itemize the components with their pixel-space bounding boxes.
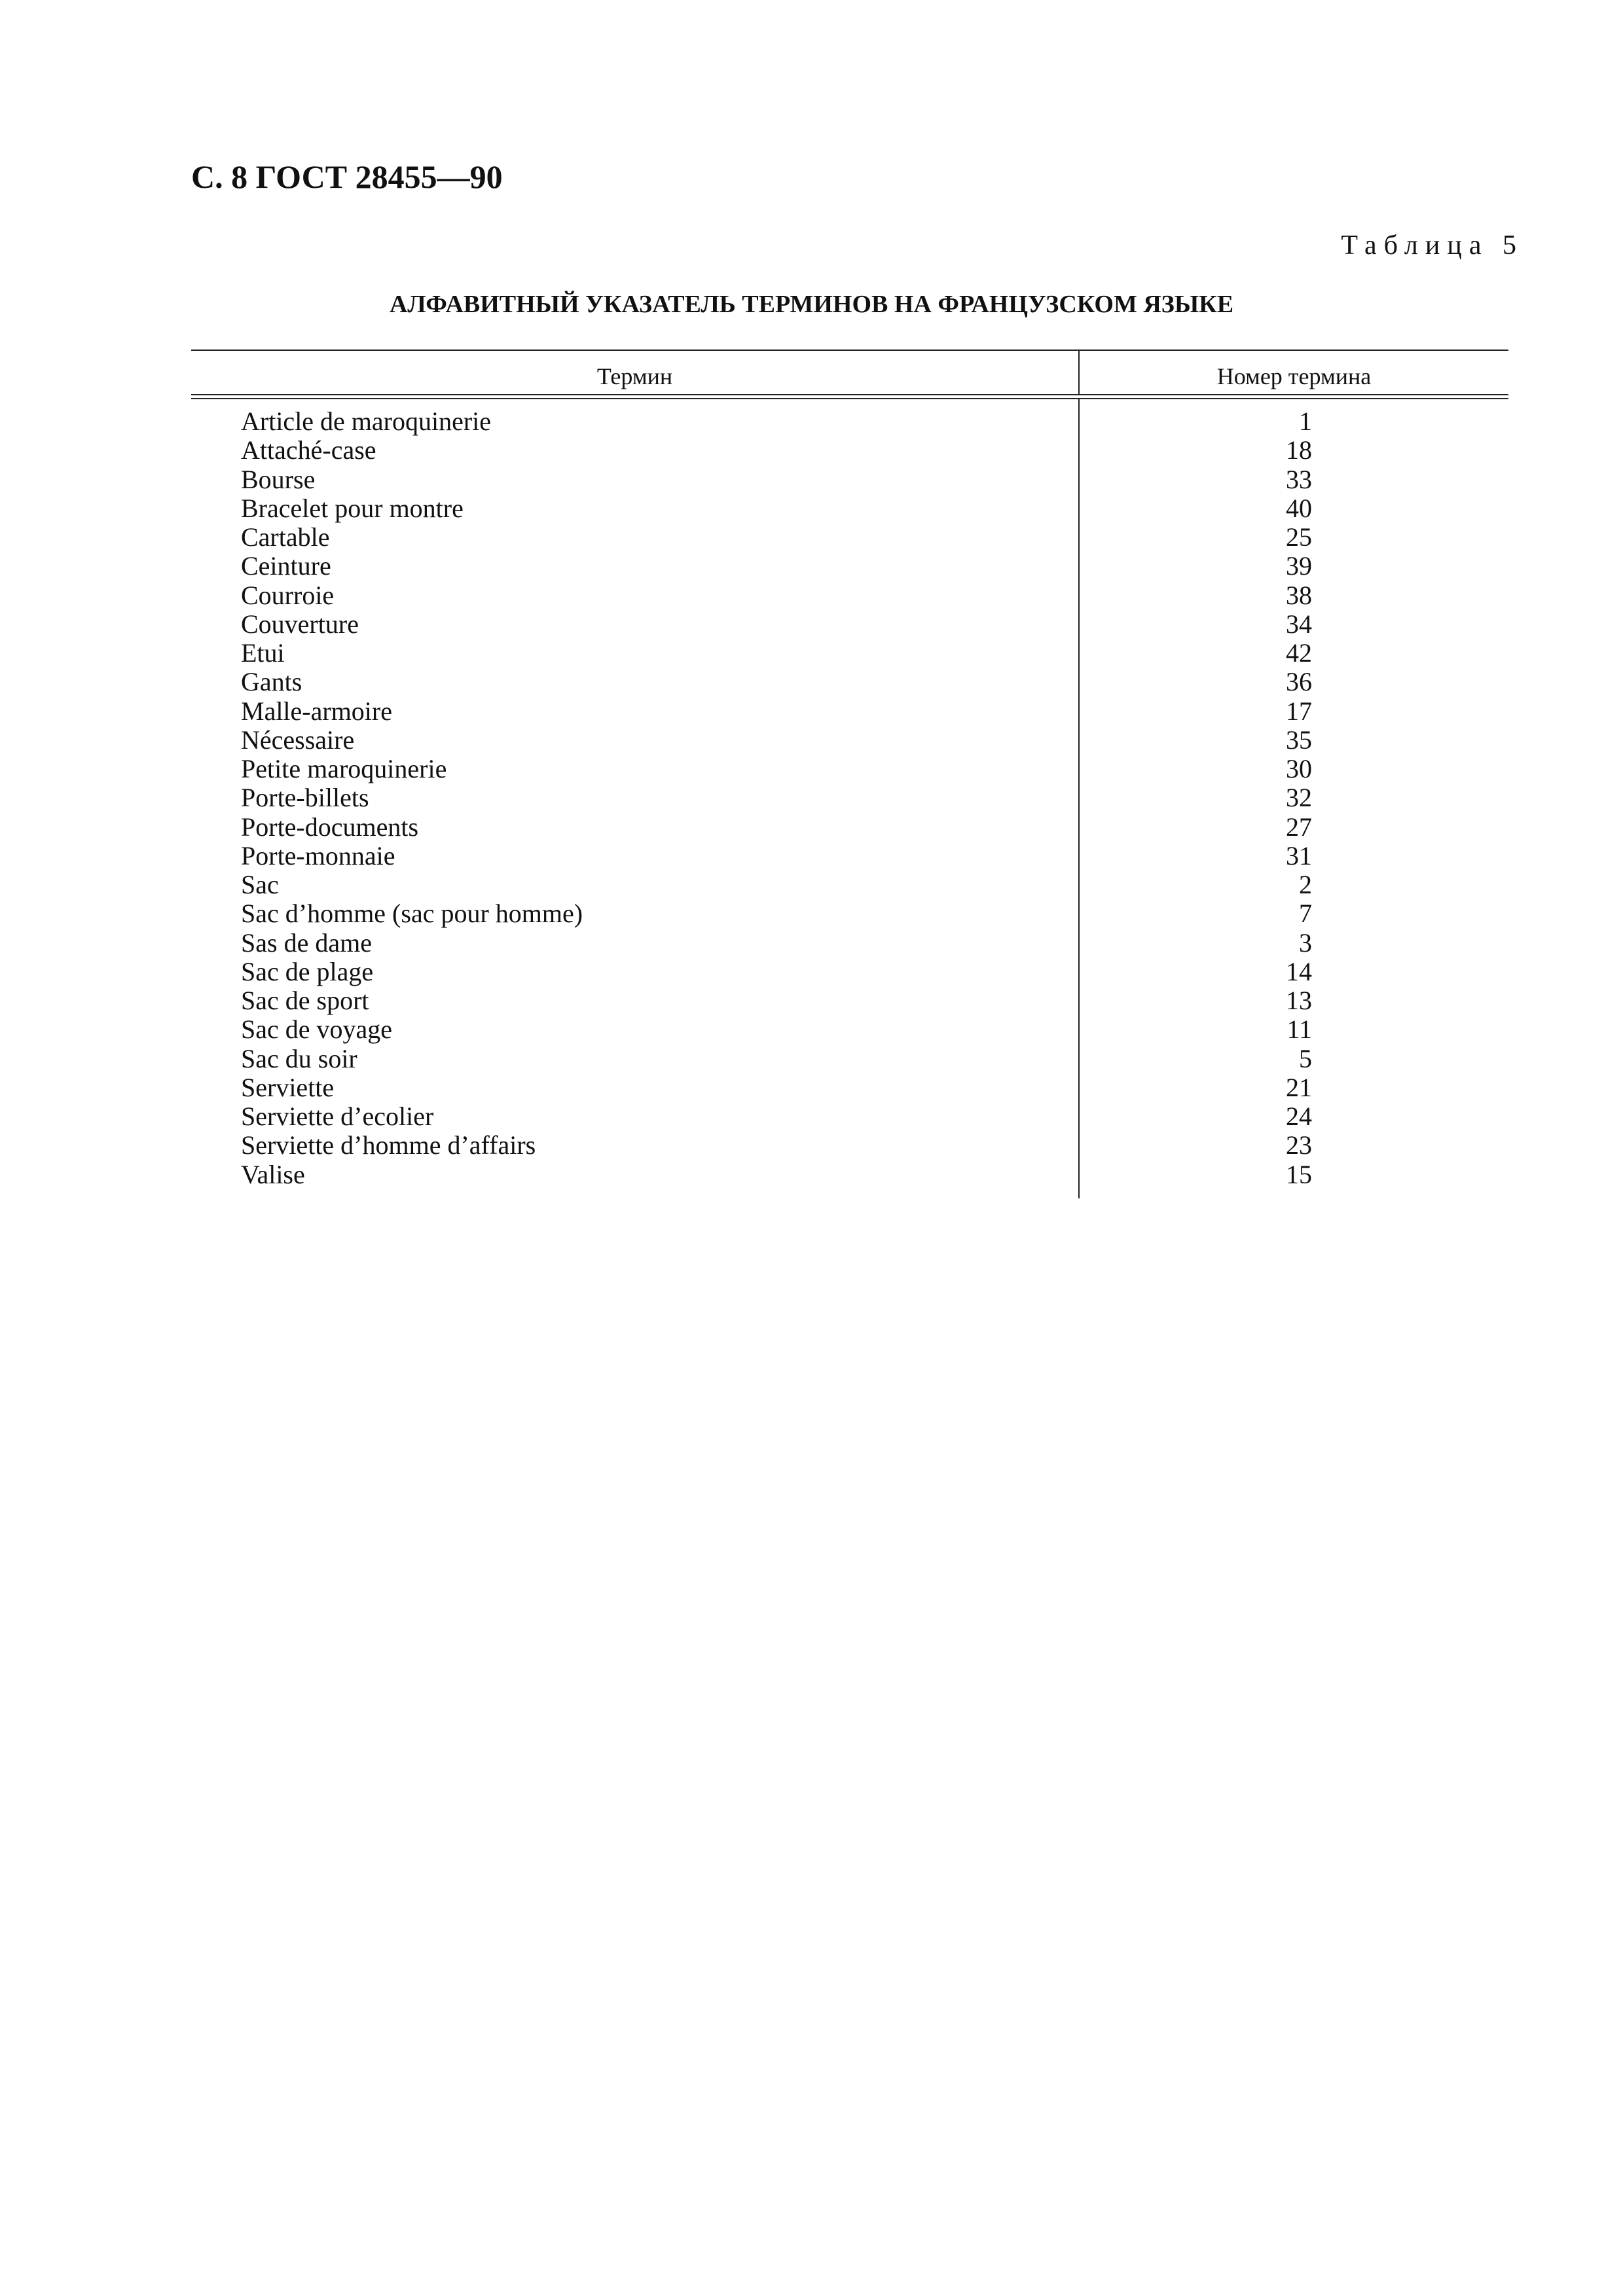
term-number-cell: 14 xyxy=(1286,956,1312,986)
term-number-cell: 35 xyxy=(1286,725,1312,755)
page-header: С. 8 ГОСТ 28455—90 xyxy=(191,158,503,195)
term-number-cell: 5 xyxy=(1299,1043,1312,1073)
term-cell: Courroie xyxy=(241,580,335,610)
table-body xyxy=(191,399,1508,1198)
column-header-number: Номер термина xyxy=(1216,363,1372,389)
term-cell: Petite maroquinerie xyxy=(241,754,447,783)
term-cell: Article de maroquinerie xyxy=(241,406,492,436)
term-cell: Porte-monnaie xyxy=(241,840,395,870)
term-number-cell: 2 xyxy=(1299,870,1312,899)
term-cell: Couverture xyxy=(241,609,359,639)
term-cell: Porte-documents xyxy=(241,812,419,842)
term-number-cell: 13 xyxy=(1286,986,1312,1015)
term-cell: Sac xyxy=(241,870,279,899)
term-number-cell: 32 xyxy=(1286,783,1312,813)
table-title: АЛФАВИТНЫЙ УКАЗАТЕЛЬ ТЕРМИНОВ НА ФРАНЦУЗСКОМ ЯЗЫКЕ xyxy=(389,291,1234,318)
term-number-cell: 23 xyxy=(1286,1130,1312,1160)
term-number-cell: 15 xyxy=(1286,1159,1312,1189)
term-number-cell: 18 xyxy=(1286,435,1312,465)
term-cell: Nécessaire xyxy=(241,725,355,755)
term-cell: Sas de dame xyxy=(241,927,372,958)
term-number-cell: 30 xyxy=(1286,754,1312,783)
term-cell: Serviette d’homme d’affairs xyxy=(241,1130,536,1160)
term-cell: Malle-armoire xyxy=(241,696,392,726)
term-cell: Serviette d’ecolier xyxy=(241,1102,434,1131)
term-cell: Cartable xyxy=(241,522,330,552)
term-cell: Ceinture xyxy=(241,551,331,581)
term-number-cell: 42 xyxy=(1286,638,1312,668)
term-number-cell: 36 xyxy=(1286,667,1312,697)
number-column xyxy=(1080,399,1508,1198)
term-cell: Serviette xyxy=(241,1072,335,1102)
term-number-cell: 11 xyxy=(1286,1014,1312,1045)
term-number-cell: 1 xyxy=(1299,406,1312,436)
term-cell: Sac d’homme (sac pour homme) xyxy=(241,899,583,929)
term-number-cell: 38 xyxy=(1286,580,1312,610)
term-cell: Bourse xyxy=(241,464,316,494)
term-number-cell: 33 xyxy=(1286,464,1312,494)
term-cell: Gants xyxy=(241,667,302,697)
table-header-double-rule xyxy=(191,394,1508,399)
term-number-cell: 24 xyxy=(1286,1102,1312,1131)
column-header-term: Термин xyxy=(191,351,1080,394)
table-header-row xyxy=(191,351,1508,394)
term-column xyxy=(191,399,1080,1198)
term-number-cell: 17 xyxy=(1286,696,1312,726)
terms-table xyxy=(191,350,1508,1198)
term-number-cell: 27 xyxy=(1286,812,1312,842)
term-cell: Sac de sport xyxy=(241,986,369,1015)
term-number-cell: 25 xyxy=(1286,522,1312,552)
term-number-cell: 31 xyxy=(1286,840,1312,870)
term-number-cell: 7 xyxy=(1299,899,1312,929)
term-cell: Bracelet pour montre xyxy=(241,493,464,523)
term-number-cell: 3 xyxy=(1299,927,1312,958)
term-cell: Porte-billets xyxy=(241,783,369,813)
term-number-cell: 40 xyxy=(1286,493,1312,523)
term-cell: Attaché-case xyxy=(241,435,376,465)
term-cell: Valise xyxy=(241,1159,305,1189)
term-number-cell: 34 xyxy=(1286,609,1312,639)
term-cell: Sac du soir xyxy=(241,1043,357,1073)
term-cell: Etui xyxy=(241,638,285,668)
term-cell: Sac de plage xyxy=(241,956,374,986)
term-cell: Sac de voyage xyxy=(241,1014,393,1045)
table-label: Таблица 5 xyxy=(1341,230,1523,260)
term-number-cell: 21 xyxy=(1286,1072,1312,1102)
term-number-cell: 39 xyxy=(1286,551,1312,581)
